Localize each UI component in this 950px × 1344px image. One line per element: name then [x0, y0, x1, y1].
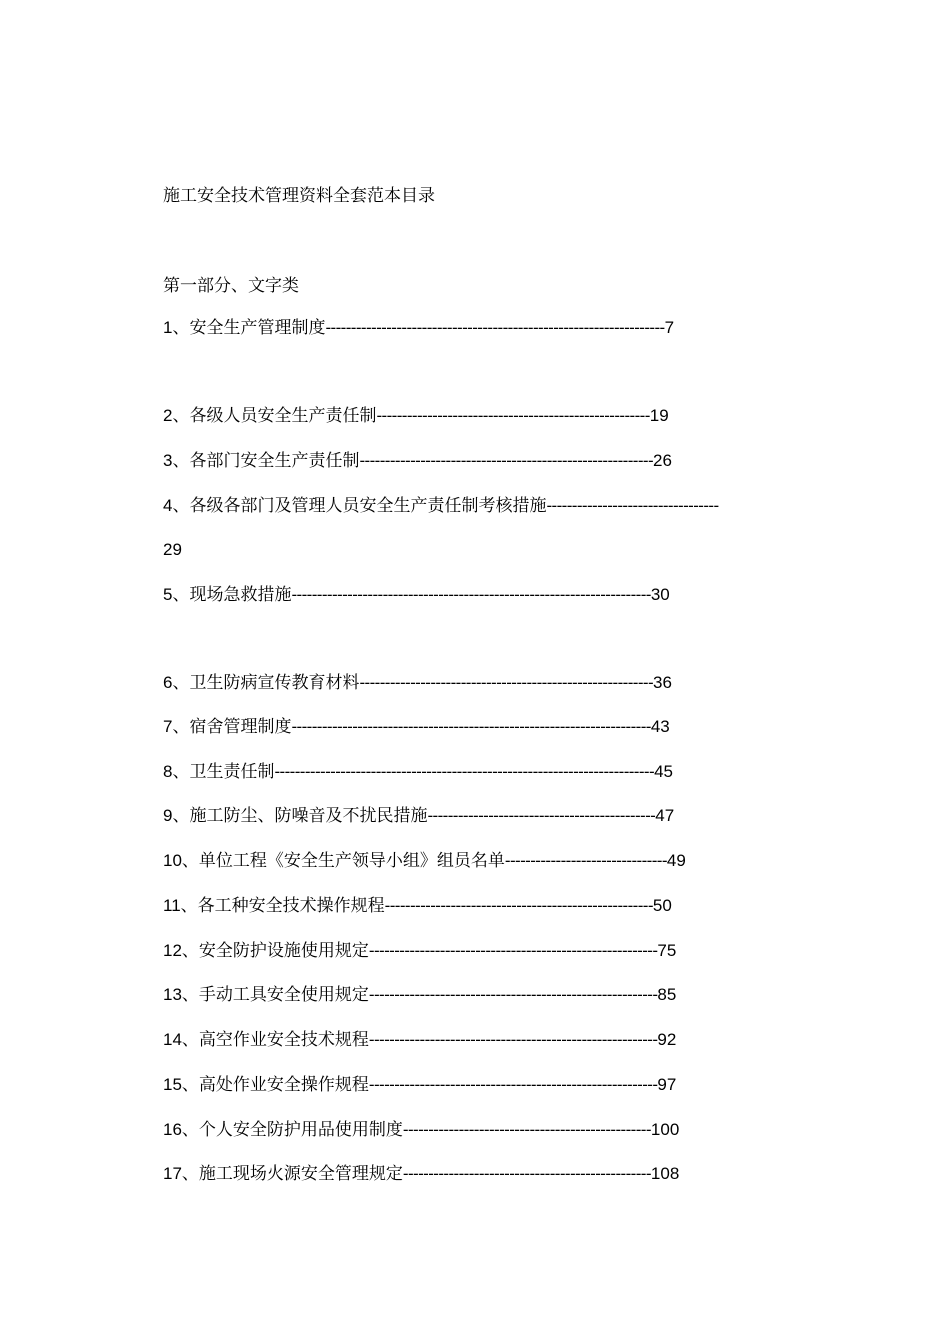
toc-entry-label: 高空作业安全技术规程: [198, 1030, 369, 1050]
toc-entry-label: 手动工具安全使用规定: [198, 985, 369, 1005]
toc-entry-page: 45: [654, 762, 673, 781]
toc-entry-number: 16、: [163, 1120, 199, 1139]
toc-entry-leader: ---------------------------------------------------------: [368, 985, 658, 1004]
toc-entry: [163, 317, 674, 339]
toc-entry: [163, 584, 670, 606]
toc-entry-label: 个人安全防护用品使用制度: [198, 1120, 403, 1140]
toc-entry-label: 卫生防病宣传教育材料: [189, 673, 360, 693]
toc-entry-number: 12、: [163, 941, 199, 960]
toc-entry-leader: -----------------------------------------------------: [384, 896, 653, 915]
toc-entry-number: 5、: [163, 585, 190, 604]
toc-entry-label: 高处作业安全操作规程: [198, 1075, 369, 1095]
toc-entry-label: 各工种安全技术操作规程: [197, 896, 385, 916]
toc-entry-page: 30: [650, 585, 670, 604]
toc-entry-page: 47: [655, 806, 675, 825]
toc-entry-label: 单位工程《安全生产领导小组》组员名单: [198, 851, 505, 871]
toc-entry-page: 19: [649, 406, 669, 425]
toc-entry-page: 100: [650, 1120, 680, 1139]
document-title: 施工安全技术管理资料全套范本目录: [163, 186, 435, 206]
toc-entry: [163, 1163, 679, 1185]
toc-entry-label: 各级人员安全生产责任制: [189, 406, 377, 426]
toc-entry-page: 36: [653, 673, 672, 692]
toc-entry-number: 9、: [163, 806, 190, 825]
toc-entry-page: 26: [653, 451, 672, 470]
toc-entry-number: 11、: [163, 896, 198, 915]
toc-entry: [163, 850, 686, 872]
toc-entry-page: 50: [652, 896, 672, 915]
toc-entry-leader: ---------------------------------------------: [427, 806, 656, 825]
toc-entry-leader: ---------------------------------------------------------: [368, 1030, 658, 1049]
toc-entry: [163, 405, 669, 427]
toc-entry-number: 1、: [163, 318, 190, 337]
toc-entry-page: 85: [657, 985, 677, 1004]
toc-entry: [163, 761, 673, 783]
toc-entry-label: 现场急救措施: [189, 585, 292, 605]
toc-entry: [163, 716, 670, 738]
toc-entry-page: 29: [163, 540, 182, 559]
toc-entry-leader: -------------------------------------------------: [402, 1120, 651, 1139]
toc-entry-page: 43: [650, 717, 670, 736]
toc-entry-leader: -------------------------------------------------: [402, 1164, 651, 1183]
toc-entry-page: 49: [666, 851, 686, 870]
toc-entry-leader: ------------------------------------------------------: [376, 406, 650, 425]
toc-entry-leader: ---------------------------------------------------------------------------: [274, 762, 655, 781]
toc-entry-leader: --------------------------------: [504, 851, 667, 870]
toc-entry-label: 施工防尘、防噪音及不扰民措施: [189, 806, 428, 826]
toc-entry-label: 安全生产管理制度: [189, 318, 326, 338]
toc-entry-number: 13、: [163, 985, 199, 1004]
toc-entry-page: 97: [657, 1075, 677, 1094]
toc-entry-number: 14、: [163, 1030, 199, 1049]
toc-entry: [163, 450, 672, 472]
section-heading: 第一部分、文字类: [163, 276, 299, 296]
toc-entry-label: 卫生责任制: [189, 762, 275, 782]
toc-entry-label: 安全防护设施使用规定: [198, 941, 369, 961]
toc-entry-label: 各部门安全生产责任制: [189, 451, 360, 471]
toc-entry-leader: ----------------------------------: [546, 496, 719, 515]
toc-entry: [163, 984, 676, 1006]
toc-entry-number: 2、: [163, 406, 190, 425]
toc-entry-number: 7、: [163, 717, 190, 736]
toc-entry: [163, 1029, 676, 1051]
toc-entry-number: 4、: [163, 496, 190, 515]
toc-entry: [163, 940, 676, 962]
toc-entry-leader: -------------------------------------------------------------------: [325, 318, 665, 337]
toc-entry-number: 10、: [163, 851, 199, 870]
toc-entry-leader: ---------------------------------------------------------: [368, 1075, 658, 1094]
toc-entry-label: 宿舍管理制度: [189, 717, 292, 737]
toc-entry-page: 7: [664, 318, 675, 337]
toc-entry: [163, 495, 719, 517]
toc-entry-number: 15、: [163, 1075, 199, 1094]
toc-entry-leader: ----------------------------------------------------------: [359, 673, 654, 692]
toc-entry-page: 108: [650, 1164, 680, 1183]
toc-entry-number: 17、: [163, 1164, 199, 1183]
toc-entry: [163, 1119, 679, 1141]
toc-entry-label: 各级各部门及管理人员安全生产责任制考核措施: [189, 496, 547, 516]
toc-entry-number: 3、: [163, 451, 190, 470]
toc-entry-leader: -----------------------------------------------------------------------: [291, 585, 651, 604]
toc-entry-page: 75: [657, 941, 677, 960]
toc-entry-leader: -----------------------------------------------------------------------: [291, 717, 651, 736]
toc-entry-continuation: [163, 539, 182, 561]
toc-entry: [163, 895, 672, 917]
toc-entry-page: 92: [657, 1030, 677, 1049]
toc-entry-leader: ----------------------------------------------------------: [359, 451, 654, 470]
toc-entry-number: 8、: [163, 762, 190, 781]
toc-entry: [163, 805, 674, 827]
toc-entry-label: 施工现场火源安全管理规定: [198, 1164, 403, 1184]
toc-entry: [163, 672, 672, 694]
toc-entry-number: 6、: [163, 673, 190, 692]
toc-entry-leader: ---------------------------------------------------------: [368, 941, 658, 960]
toc-entry: [163, 1074, 676, 1096]
